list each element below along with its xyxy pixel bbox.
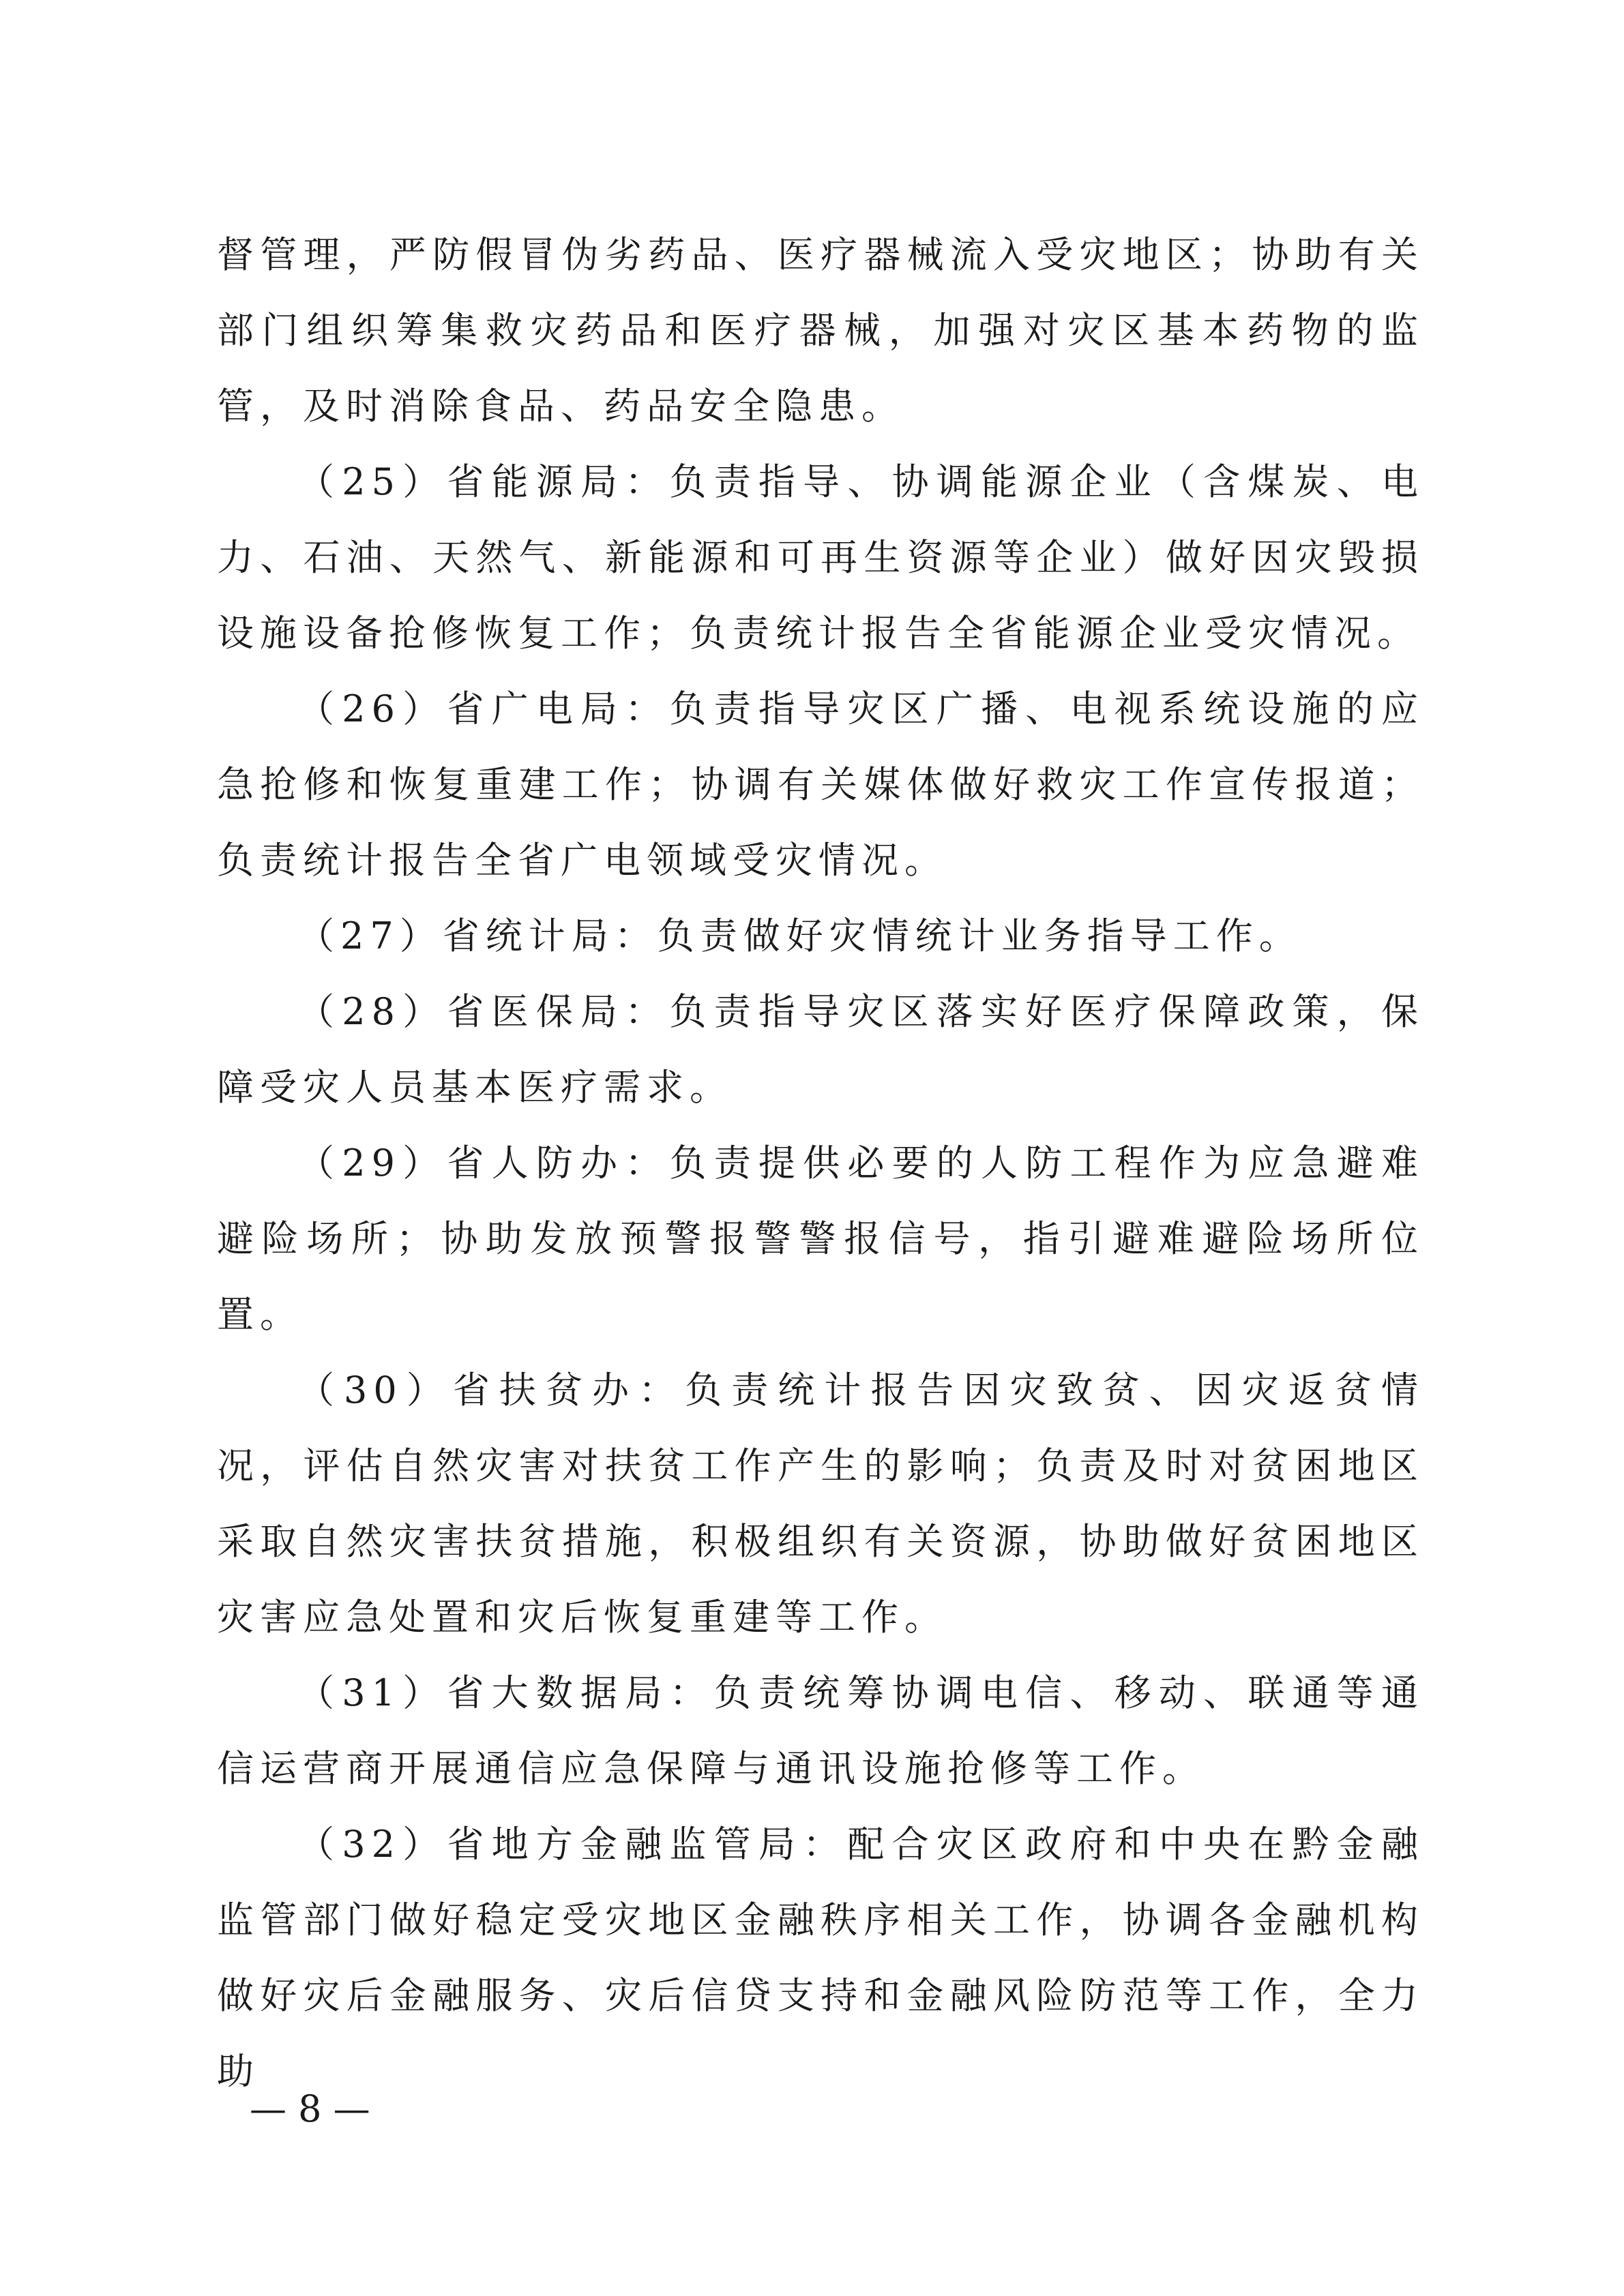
paragraph-continuation: 督管理，严防假冒伪劣药品、医疗器械流入受灾地区；协助有关部门组织筹集救灾药品和医疗器械，加强对灾区基本药物的监管，及时消除食品、药品安全隐患。 xyxy=(217,233,1424,428)
paragraph-30-poverty-alleviation-office: （30）省扶贫办：负责统计报告因灾致贫、因灾返贫情况，评估自然灾害对扶贫工作产生的影响；负责及时对贫困地区采取自然灾害扶贫措施，积极组织有关资源，协助做好贫困地区灾害应急处置和灾后恢复重建等工作。 xyxy=(217,1369,1424,1639)
paragraph-29-civil-defense-office: （29）省人防办：负责提供必要的人防工程作为应急避难避险场所；协助发放预警报警警报信号，指引避难避险场所位置。 xyxy=(217,1142,1424,1336)
body-text xyxy=(217,217,1424,2109)
paragraph-28-medical-security-bureau: （28）省医保局：负责指导灾区落实好医疗保障政策，保障受灾人员基本医疗需求。 xyxy=(217,990,1424,1109)
paragraph-26-broadcast-bureau: （26）省广电局：负责指导灾区广播、电视系统设施的应急抢修和恢复重建工作；协调有关媒体做好救灾工作宣传报道；负责统计报告全省广电领域受灾情况。 xyxy=(217,687,1424,882)
paragraph-25-energy-bureau: （25）省能源局：负责指导、协调能源企业（含煤炭、电力、石油、天然气、新能源和可再生资源等企业）做好因灾毁损设施设备抢修恢复工作；负责统计报告全省能源企业受灾情况。 xyxy=(217,460,1424,655)
paragraph-32-financial-regulation-bureau: （32）省地方金融监管局：配合灾区政府和中央在黔金融监管部门做好稳定受灾地区金融秩序相关工作，协调各金融机构做好灾后金融服务、灾后信贷支持和金融风险防范等工作，全力助 xyxy=(217,1823,1424,2093)
page-number: — 8 — xyxy=(250,2087,370,2130)
paragraph-27-statistics-bureau: （27）省统计局：负责做好灾情统计业务指导工作。 xyxy=(297,914,1302,957)
paragraph-31-big-data-bureau: （31）省大数据局：负责统筹协调电信、移动、联通等通信运营商开展通信应急保障与通讯设施抢修等工作。 xyxy=(217,1671,1424,1790)
